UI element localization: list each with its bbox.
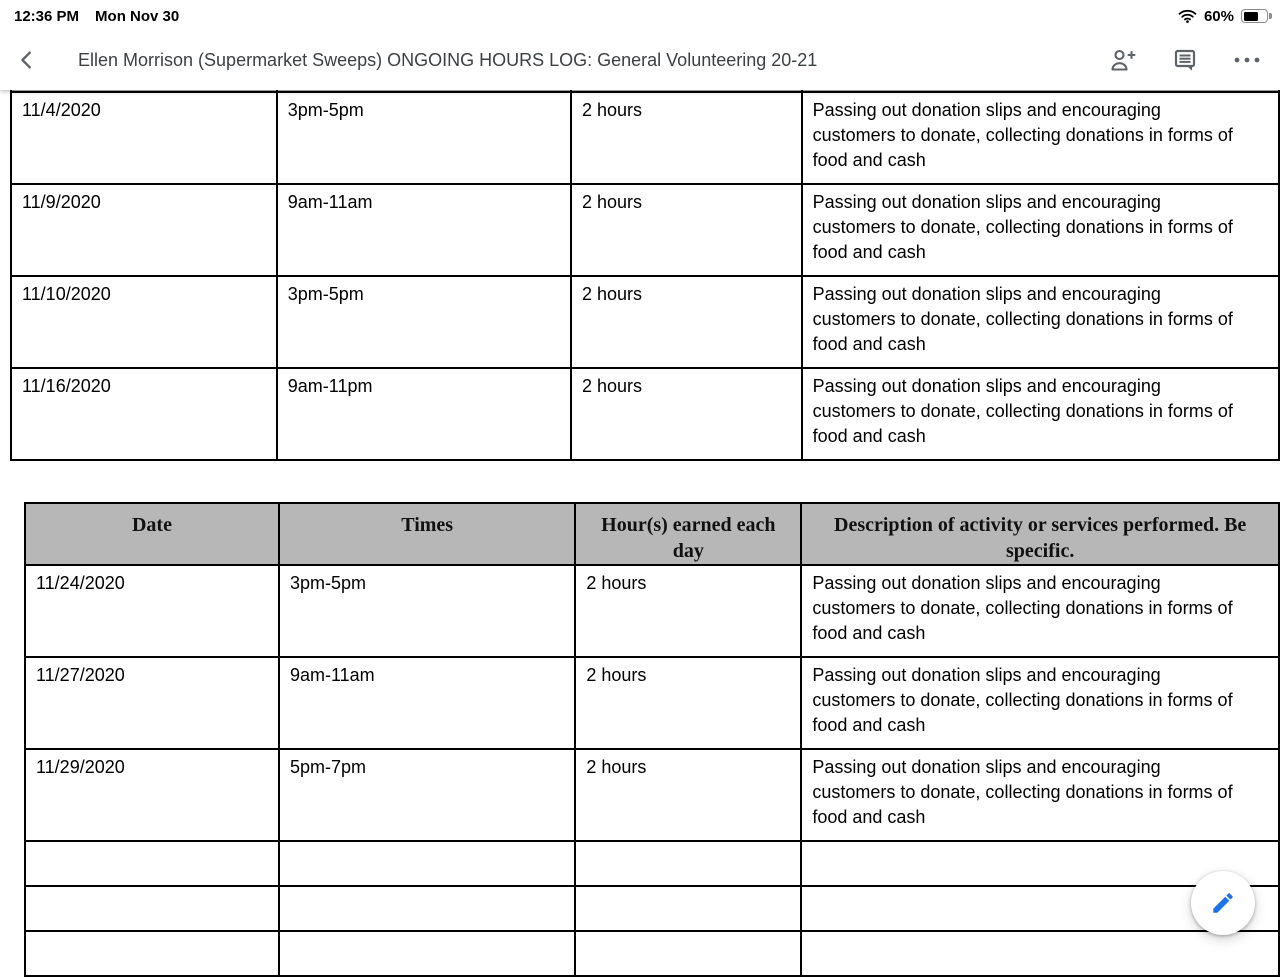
description-cell[interactable]: Passing out donation slips and encouraging customers to donate, collecting donations in forms of food and cash [801,565,1279,657]
chevron-left-icon [16,49,38,71]
table-header-row [25,503,1279,565]
table-row-empty [25,931,1279,976]
description-cell[interactable]: Passing out donation slips and encouraging customers to donate, collecting donations in forms of food and cash [801,657,1279,749]
wifi-icon [1178,9,1197,23]
times-cell[interactable]: 9am-11am [279,657,575,749]
description-cell[interactable]: Passing out donation slips and encouraging customers to donate, collecting donations in forms of food and cash [801,749,1279,841]
table-row [11,368,1279,460]
date-cell[interactable] [25,886,279,931]
comment-icon [1172,47,1198,73]
status-bar [0,0,1280,30]
share-button[interactable] [1108,40,1138,80]
edit-fab-button[interactable] [1191,871,1255,935]
hours-cell[interactable]: 2 hours [575,565,801,657]
table-row [11,92,1279,184]
description-cell[interactable] [801,931,1279,976]
times-cell[interactable]: 3pm-5pm [277,92,571,184]
date-cell[interactable]: 11/4/2020 [11,92,277,184]
battery-icon [1241,9,1268,23]
header-cell-times[interactable]: Times [279,503,575,565]
comments-button[interactable] [1170,40,1200,80]
pencil-icon [1210,890,1236,916]
header-cell-description[interactable]: Description of activity or services performed. Be specific. [801,503,1279,565]
times-cell[interactable] [279,886,575,931]
date-cell[interactable]: 11/27/2020 [25,657,279,749]
times-cell[interactable]: 5pm-7pm [279,749,575,841]
times-cell[interactable] [279,841,575,886]
more-horizontal-icon [1233,56,1261,64]
hours-cell[interactable]: 2 hours [571,368,802,460]
hours-cell[interactable]: 2 hours [575,749,801,841]
hours-cell[interactable] [575,841,801,886]
more-options-button[interactable] [1232,40,1262,80]
date-cell[interactable]: 11/9/2020 [11,184,277,276]
document-title: Ellen Morrison (Supermarket Sweeps) ONGOING HOURS LOG: General Volunteering 20-21 [78,49,818,70]
date-cell[interactable]: 11/29/2020 [25,749,279,841]
header-cell-hours[interactable]: Hour(s) earned each day [575,503,801,565]
description-cell[interactable]: Passing out donation slips and encouraging customers to donate, collecting donations in forms of food and cash [802,368,1279,460]
description-cell[interactable]: Passing out donation slips and encouraging customers to donate, collecting donations in forms of food and cash [802,276,1279,368]
status-date: Mon Nov 30 [95,7,180,25]
times-cell[interactable]: 3pm-5pm [277,276,571,368]
back-button[interactable] [16,40,46,80]
date-cell[interactable] [25,931,279,976]
table-row-empty [25,886,1279,931]
times-cell[interactable]: 3pm-5pm [279,565,575,657]
description-cell[interactable]: Passing out donation slips and encouraging customers to donate, collecting donations in forms of food and cash [802,184,1279,276]
person-add-icon [1109,48,1137,72]
header-cell-date[interactable]: Date [25,503,279,565]
hours-log-table-bottom [24,502,1280,977]
times-cell[interactable] [279,931,575,976]
date-cell[interactable] [25,841,279,886]
status-time: 12:36 PM [14,7,80,25]
times-cell[interactable]: 9am-11am [277,184,571,276]
battery-percent: 60% [1203,7,1234,25]
date-cell[interactable]: 11/24/2020 [25,565,279,657]
table-row [25,657,1279,749]
hours-cell[interactable]: 2 hours [571,92,802,184]
hours-cell[interactable]: 2 hours [575,657,801,749]
doc-toolbar [0,30,1280,90]
table-row [11,184,1279,276]
date-cell[interactable]: 11/16/2020 [11,368,277,460]
table-row [11,276,1279,368]
table-row [25,749,1279,841]
hours-cell[interactable]: 2 hours [571,184,802,276]
hours-cell[interactable]: 2 hours [571,276,802,368]
hours-cell[interactable] [575,931,801,976]
table-row-empty [25,841,1279,886]
times-cell[interactable]: 9am-11pm [277,368,571,460]
date-cell[interactable]: 11/10/2020 [11,276,277,368]
description-cell[interactable]: Passing out donation slips and encouraging customers to donate, collecting donations in forms of food and cash [802,92,1279,184]
hours-cell[interactable] [575,886,801,931]
table-row [25,565,1279,657]
